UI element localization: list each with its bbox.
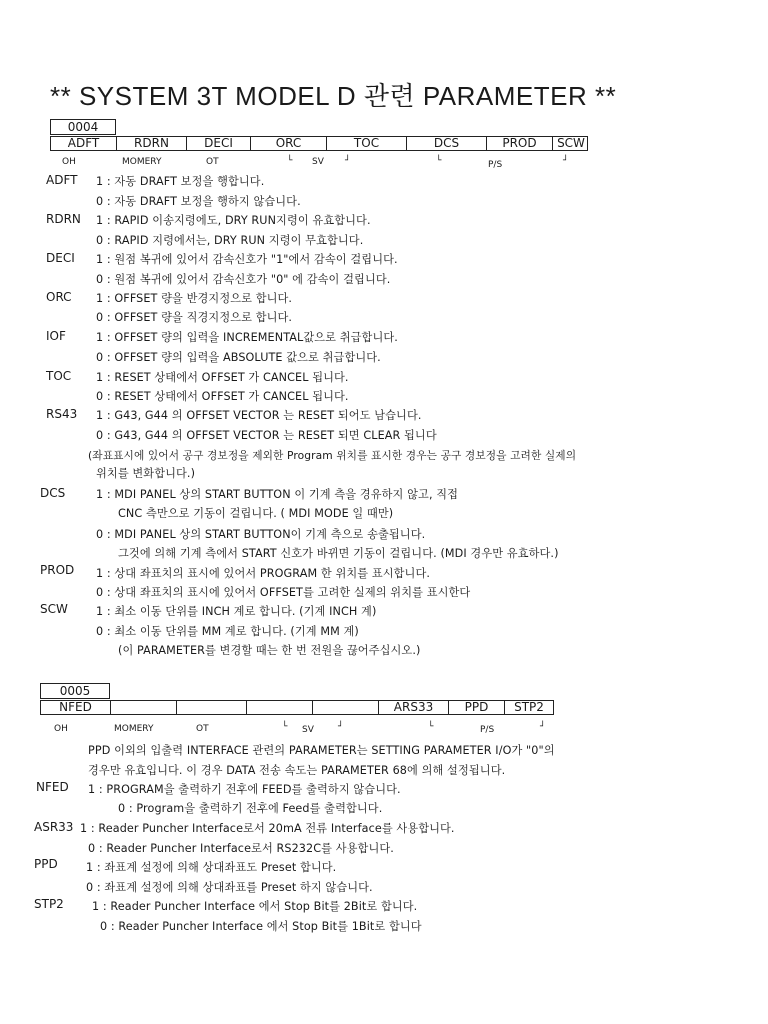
entry-line: 0 : 자동 DRAFT 보정을 행하지 않습니다. (96, 195, 301, 208)
group-bracket-left: └ (282, 722, 288, 732)
entry-label-ppd: PPD (34, 857, 58, 871)
entry-line: 1 : PROGRAM을 출력하기 전후에 FEED를 출력하지 않습니다. (88, 783, 401, 796)
group-bracket-right: ┘ (338, 722, 344, 732)
entry-line: CNC 측만으로 기동이 걸립니다. ( MDI MODE 일 때만) (118, 507, 394, 520)
bit-field-empty (313, 701, 379, 714)
note-line: (좌표표시에 있어서 공구 경보정을 제외한 Program 위치를 표시한 경우는 공구 경보정을 고려한 실제의 (88, 449, 577, 462)
entry-line: 0 : G43, G44 의 OFFSET VECTOR 는 RESET 되면 CLEAR 됩니다 (96, 429, 437, 442)
entry-line: 1 : Reader Puncher Interface로서 20mA 전류 Interface를 사용합니다. (80, 822, 455, 835)
entry-line: 0 : 원점 복귀에 있어서 감속신호가 "0" 에 감속이 걸립니다. (96, 273, 391, 286)
bit-field-deci: DECI (187, 137, 251, 150)
bit-field-ars33: ARS33 (379, 701, 449, 714)
entry-line: 0 : RAPID 지령에서는, DRY RUN 지령이 무효합니다. (96, 234, 364, 247)
intro-line: 경우만 유효입니다. 이 경우 DATA 전송 속도는 PARAMETER 68에 의해 설정됩니다. (88, 764, 506, 777)
entry-line: 1 : MDI PANEL 상의 START BUTTON 이 기계 측을 경유하지 않고, 직접 (96, 488, 459, 501)
group-bracket-left: └ (287, 156, 293, 166)
entry-line: 1 : RESET 상태에서 OFFSET 가 CANCEL 됩니다. (96, 371, 349, 384)
group-label-oh: OH (62, 157, 76, 167)
bit-field-orc: ORC (251, 137, 327, 150)
entry-line: 1 : Reader Puncher Interface 에서 Stop Bit를 2Bit로 합니다. (92, 900, 418, 913)
bit-field-prod: PROD (487, 137, 553, 150)
group-label-ot: OT (196, 724, 209, 734)
entry-line: 1 : 상대 좌표치의 표시에 있어서 PROGRAM 한 위치를 표시합니다. (96, 567, 431, 580)
entry-line: 0 : Program을 출력하기 전후에 Feed를 출력합니다. (118, 802, 383, 815)
note-line: 위치를 변화합니다.) (96, 467, 196, 480)
entry-line: 0 : MDI PANEL 상의 START BUTTON이 기계 측으로 송출됩니다. (96, 528, 426, 541)
bit-field-empty (111, 701, 177, 714)
group-bracket-right: ┘ (563, 156, 569, 166)
group-label-ps: P/S (488, 160, 503, 170)
param-number-0004: 0004 (50, 119, 116, 135)
bit-field-empty (177, 701, 247, 714)
entry-label-nfed: NFED (36, 780, 69, 794)
entry-label-adft: ADFT (46, 173, 78, 187)
entry-line: 0 : 좌표계 설정에 의해 상대좌표를 Preset 하지 않습니다. (86, 881, 373, 894)
entry-line: (이 PARAMETER를 변경할 때는 한 번 전원을 끊어주십시오.) (118, 644, 421, 657)
entry-line: 0 : 상대 좌표치의 표시에 있어서 OFFSET를 고려한 실제의 위치를 표시한다 (96, 586, 471, 599)
entry-label-iof: IOF (46, 329, 66, 343)
entry-line: 1 : OFFSET 량의 입력을 INCREMENTAL값으로 취급합니다. (96, 331, 398, 344)
group-label-momery: MOMERY (122, 157, 162, 167)
entry-line: 1 : 자동 DRAFT 보정을 행합니다. (96, 175, 265, 188)
group-label-ot: OT (206, 157, 219, 167)
group-bracket-right: ┘ (540, 722, 546, 732)
entry-line: 1 : RAPID 이송지령에도, DRY RUN지령이 유효합니다. (96, 214, 371, 227)
bit-field-toc: TOC (327, 137, 407, 150)
entry-label-rs43: RS43 (46, 407, 78, 421)
group-bracket-left: └ (436, 156, 442, 166)
entry-line: 0 : Reader Puncher Interface 에서 Stop Bit를 1Bit로 합니다 (100, 920, 422, 933)
group-label-momery: MOMERY (114, 724, 154, 734)
entry-line: 1 : OFFSET 량을 반경지정으로 합니다. (96, 292, 293, 305)
entry-line: 0 : Reader Puncher Interface로서 RS232C를 사용합니다. (88, 842, 394, 855)
param-number-0005: 0005 (40, 683, 110, 699)
entry-line: 그것에 의해 기계 측에서 START 신호가 바뀌면 기동이 걸립니다. (MDI 경우만 유효하다.) (118, 547, 559, 560)
intro-line: PPD 이외의 입출력 INTERFACE 관련의 PARAMETER는 SETTING PARAMETER I/O가 "0"의 (88, 744, 555, 757)
entry-line: 0 : OFFSET 량의 입력을 ABSOLUTE 값으로 취급합니다. (96, 351, 381, 364)
entry-line: 1 : 원점 복귀에 있어서 감속신호가 "1"에서 감속이 걸립니다. (96, 253, 398, 266)
entry-label-scw: SCW (40, 602, 68, 616)
group-label-ps: P/S (480, 725, 495, 735)
bit-field-ppd: PPD (449, 701, 505, 714)
page-title: ** SYSTEM 3T MODEL D 관련 PARAMETER ** (50, 81, 617, 111)
bit-field-dcs: DCS (407, 137, 487, 150)
bit-field-nfed: NFED (41, 701, 111, 714)
group-bracket-right: ┘ (345, 156, 351, 166)
bit-field-stp2: STP2 (514, 700, 544, 714)
entry-label-rdrn: RDRN (46, 212, 81, 226)
entry-label-stp2: STP2 (34, 897, 64, 911)
bit-field-rdrn: RDRN (117, 137, 187, 150)
group-label-sv: SV (302, 725, 314, 735)
entry-line: 0 : 최소 이동 단위를 MM 계로 합니다. (기계 MM 계) (96, 625, 359, 638)
group-label-oh: OH (54, 724, 68, 734)
entry-label-orc: ORC (46, 290, 72, 304)
entry-line: 0 : OFFSET 량을 직경지정으로 합니다. (96, 311, 293, 324)
group-bracket-left: └ (428, 722, 434, 732)
entry-line: 1 : G43, G44 의 OFFSET VECTOR 는 RESET 되어도 남습니다. (96, 409, 422, 422)
entry-label-toc: TOC (46, 369, 72, 383)
bit-field-empty (247, 701, 313, 714)
param-bit-row-0004 (50, 136, 588, 151)
entry-label-dcs: DCS (40, 486, 66, 500)
param-bit-row-0005 (40, 700, 554, 715)
entry-line: 1 : 최소 이동 단위를 INCH 계로 합니다. (기계 INCH 계) (96, 605, 377, 618)
entry-line: 1 : 좌표계 설정에 의해 상대좌표도 Preset 합니다. (86, 861, 337, 874)
bit-field-scw: SCW (557, 136, 585, 150)
entry-label-asr33: ASR33 (34, 820, 74, 834)
entry-label-prod: PROD (40, 563, 75, 577)
bit-field-adft: ADFT (51, 137, 117, 150)
group-label-sv: SV (312, 157, 324, 167)
entry-label-deci: DECI (46, 251, 75, 265)
entry-line: 0 : RESET 상태에서 OFFSET 가 CANCEL 됩니다. (96, 390, 349, 403)
